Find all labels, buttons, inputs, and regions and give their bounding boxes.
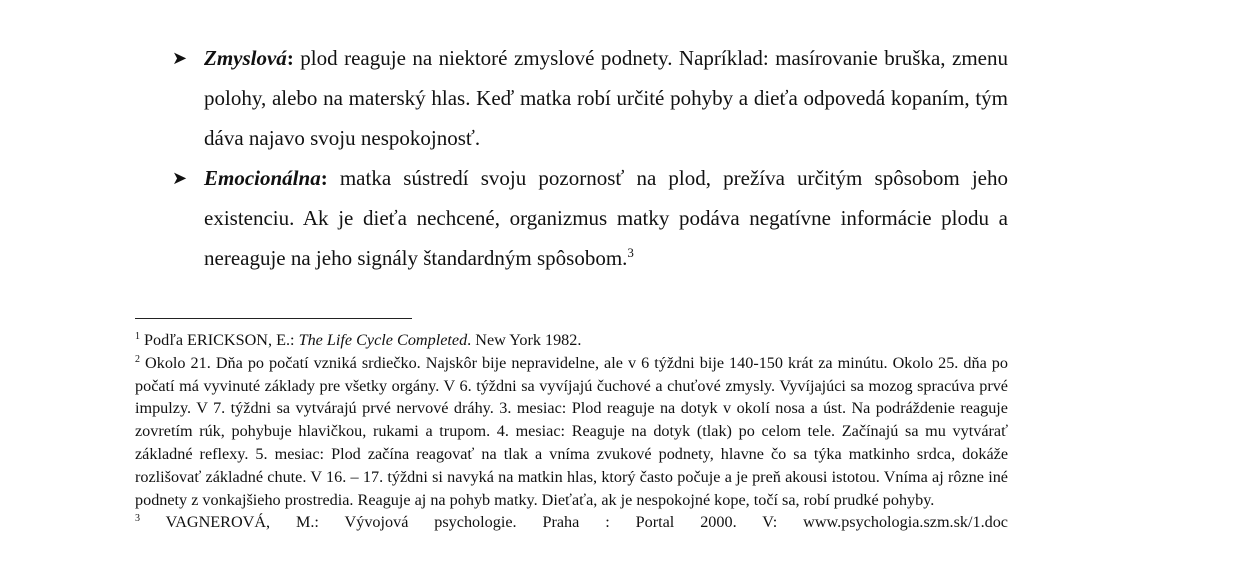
bullet-term-colon: : bbox=[286, 46, 294, 70]
footnote-text: Okolo 21. Dňa po počatí vzniká srdiečko. Najskôr bije nepravidelne, ale v 6 týždni bije 140-150 krát za minútu. Okolo 25. dňa po počatí má vyvinuté základy pre všetky orgány. V 6. týždni sa vyvíjajú čuchové a chuťové zmysly. Vyvíjajúci sa mozog spracúva prvé impulzy. V 7. týždni sa vytvárajú prvé nervové dráhy. 3. mesiac: Plod reaguje na dotyk v okolí nosa a úst. Na podráždenie reaguje zovretím rúk, pohybuje hlavičkou, rukami a trupom. 4. mesiac: Reaguje na dotyk (tlak) po celom tele. Začínajú sa mu vytvárať základné reflexy. 5. mesiac: Plod začína reagovať na tlak a vníma zvukové podnety, hlavne čo sa týka matkinho srdca, dokáže rozlišovať základné chute. V 16. – 17. týždni si navyká na matkin hlas, ktorý často počuje a je preň akousi istotou. Vníma aj rôzne iné podnety z vonkajšieho prostredia. Reaguje aj na pohyb matky. Dieťaťa, ak je nespokojné kope, točí sa, robí prudké pohyby. bbox=[135, 353, 1008, 509]
footnote-reference[interactable]: 3 bbox=[627, 245, 634, 260]
footnote-book-title: The Life Cycle Completed bbox=[298, 331, 468, 349]
footnote-separator bbox=[135, 318, 412, 319]
bullet-list bbox=[172, 38, 1008, 278]
bullet-text: matka sústredí svoju pozornosť na plod, prežíva určitým spôsobom jeho existenciu. Ak je dieťa nechcené, organizmus matky podáva negatívne informácie plodu a nereaguje na jeho signály štandardným spôsobom. bbox=[204, 166, 1008, 270]
bullet-item-emocionalna bbox=[172, 158, 1008, 278]
bullet-term: Zmyslová bbox=[204, 46, 287, 70]
bullet-term-colon: : bbox=[320, 166, 328, 190]
footnote-text: VAGNEROVÁ, M.: Vývojová psychologie. Praha : Portal 2000. V: www.psychologia.szm.sk/1.doc bbox=[140, 513, 1008, 532]
bullet-text: plod reaguje na niektoré zmyslové podnety. Napríklad: masírovanie bruška, zmenu polohy, alebo na materský hlas. Keď matka robí určité pohyby a dieťa odpovedá kopaním, tým dáva najavo svoju nespokojnosť. bbox=[204, 46, 1008, 150]
footnote-1 bbox=[135, 329, 1008, 352]
footnotes bbox=[135, 329, 1008, 534]
footnote-2 bbox=[135, 352, 1008, 512]
footnote-number: 1 bbox=[135, 331, 140, 342]
footnote-number: 2 bbox=[135, 353, 140, 365]
footnote-text-suffix: . New York 1982. bbox=[467, 331, 582, 349]
arrow-bullet-icon: ➤ bbox=[172, 48, 188, 68]
bullet-item-zmyslova bbox=[172, 38, 1008, 158]
arrow-bullet-icon: ➤ bbox=[172, 168, 188, 188]
footnote-3 bbox=[135, 511, 1008, 534]
bullet-term: Emocionálna bbox=[204, 166, 321, 190]
footnote-text: Podľa ERICKSON, E.: bbox=[140, 331, 299, 349]
footnote-number: 3 bbox=[135, 513, 140, 525]
